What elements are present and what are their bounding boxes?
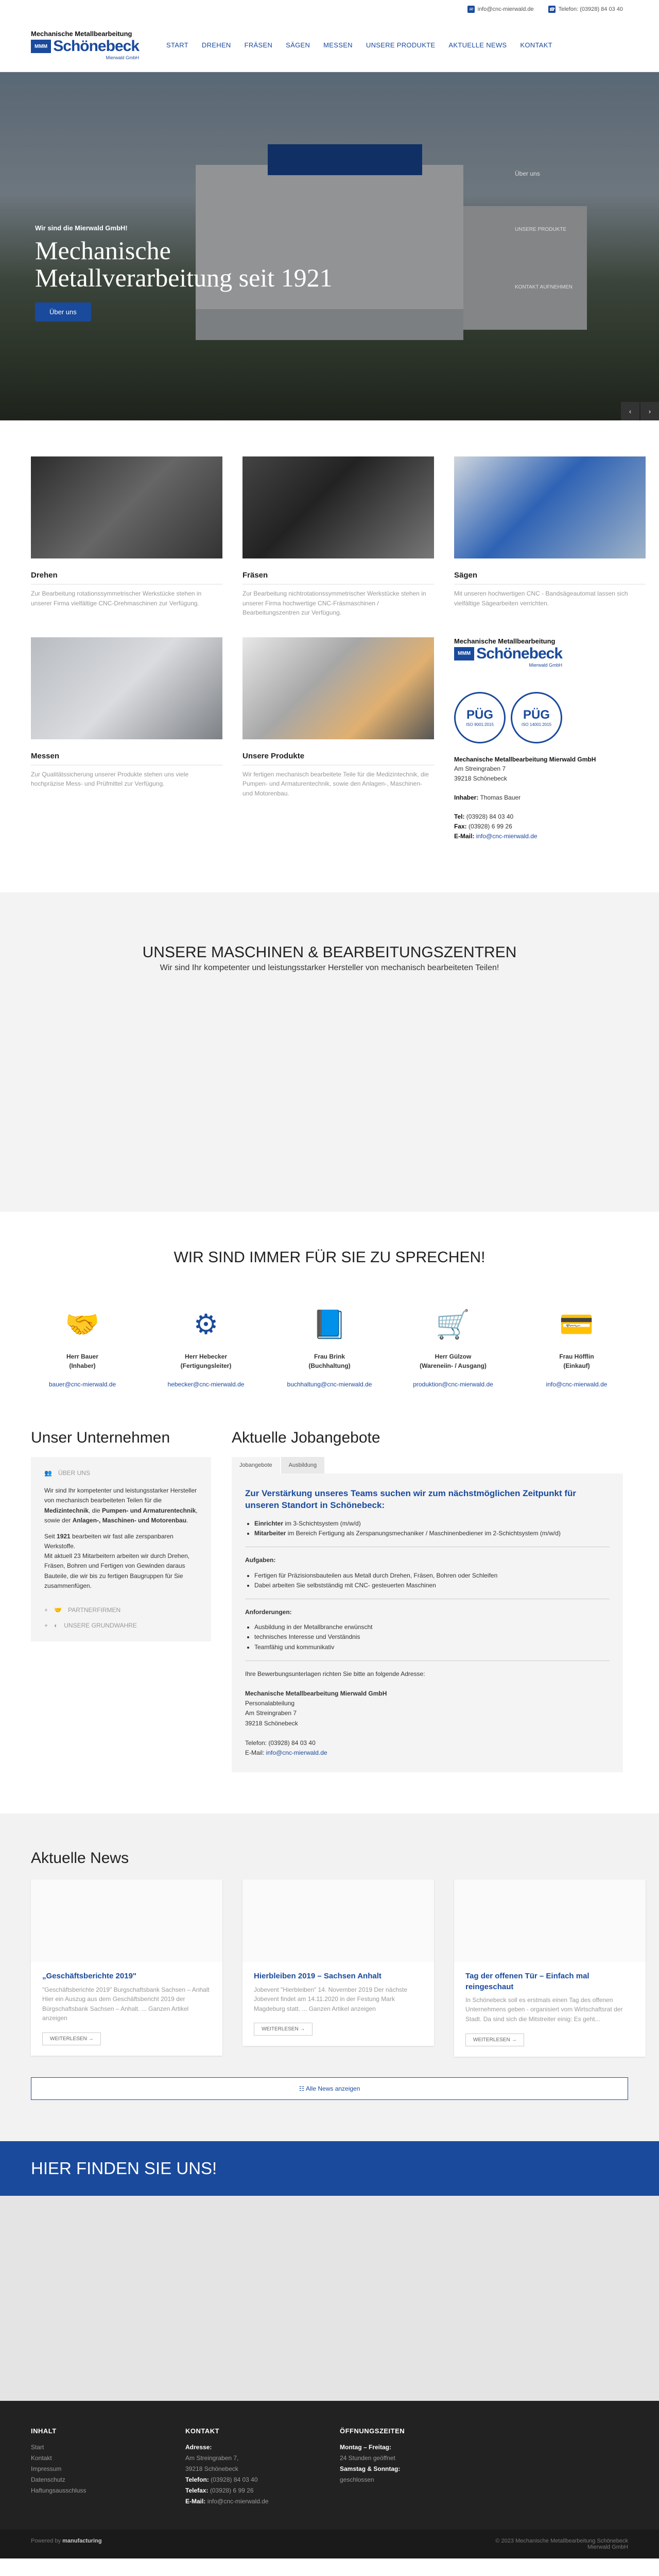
copyright-bar xyxy=(0,2530,659,2558)
hero-title xyxy=(35,237,333,291)
slider-arrows xyxy=(620,402,659,420)
person-bauer xyxy=(28,1307,136,1388)
apply-address xyxy=(245,1689,610,1758)
text: 39218 Schönebeck xyxy=(185,2465,238,2473)
phone-icon: ☎ xyxy=(549,7,555,12)
menu xyxy=(160,36,559,54)
nav-kontakt[interactable]: KONTAKT xyxy=(520,41,552,49)
divider xyxy=(245,1660,610,1661)
role: (Wareneiin- / Ausgang) xyxy=(420,1362,487,1370)
owner-label: Inhaber: xyxy=(454,794,479,802)
footer xyxy=(0,2401,659,2530)
jobs-title: Aktuelle Jobangebote xyxy=(232,1429,380,1447)
news-card-text: Jobevent "Hierbleiben" 14. November 2019 Der nächste Jobevent findet am 14.11.2020 in der Festung Mark Magdeburg statt. ... Ganzen Artikel anzeigen xyxy=(254,1986,408,2012)
job-headline: Zur Verstärkung unseres Teams suchen wir zum nächstmöglichen Zeitpunkt für unseren Standort in Schönebeck: xyxy=(245,1488,576,1511)
footer-heading: ÖFFNUNGSZEITEN xyxy=(340,2427,405,2435)
news-card xyxy=(454,1879,646,2056)
name: Herr Gülzow xyxy=(435,1353,472,1361)
requirement-item: • technisches Interesse und Verständnis xyxy=(254,1632,610,1642)
street: Am Streingraben 7 xyxy=(454,765,506,773)
requirement-item: • Teamfähig und kommunikativ xyxy=(254,1642,610,1652)
text: Anlagen-, Maschinen- und Motorenbau xyxy=(72,1516,187,1524)
hero-slider xyxy=(0,72,659,420)
news-section xyxy=(0,1814,659,2141)
person-guelzow xyxy=(399,1307,507,1388)
text: im Bereich Fertigung als Zerspanungsmechaniker / Maschinenbediener im 2-Schichtsystem (m/w/d) xyxy=(286,1530,561,1537)
footer-heading: KONTAKT xyxy=(185,2427,220,2435)
news-card xyxy=(242,1879,434,2046)
plus-icon: + xyxy=(44,1606,48,1614)
text: Am Streingraben 7, xyxy=(185,2454,239,2462)
text: Personalabteilung xyxy=(245,1700,295,1707)
about-button[interactable]: Über uns xyxy=(35,302,91,321)
users-icon: 👥 xyxy=(44,1469,52,1477)
plus-icon: + xyxy=(44,1622,48,1629)
service-drehen[interactable] xyxy=(31,456,222,618)
person-hebecker xyxy=(152,1307,260,1388)
person-email-link[interactable]: produktion@cnc-mierwald.de xyxy=(413,1381,493,1388)
requirements-title: Anforderungen: xyxy=(245,1608,292,1616)
footer-link-impressum[interactable]: Impressum xyxy=(31,2465,62,2473)
powered-by xyxy=(31,2538,102,2550)
text: (03928) 84 03 40 xyxy=(211,2476,258,2484)
job-content xyxy=(232,1473,623,1772)
text: (03928) 6 99 26 xyxy=(210,2487,254,2495)
text: Adresse: xyxy=(185,2444,212,2451)
mail-icon: ✉ xyxy=(467,6,475,13)
accordion-about[interactable] xyxy=(44,1465,198,1481)
phone-contact[interactable] xyxy=(548,6,623,13)
service-text: Zur Qualitätssicherung unserer Produkte stehen uns viele hochpräzise Mess- und Prüfmittel zur Verfügung. xyxy=(31,770,189,788)
service-title: Drehen xyxy=(31,561,222,585)
news-card-title[interactable]: Hierbleiben 2019 – Sachsen Anhalt xyxy=(254,1972,381,1981)
text: Samstag & Sonntag: xyxy=(340,2465,401,2473)
nav-fraesen[interactable]: FRÄSEN xyxy=(244,41,273,49)
logo-line3: Mierwald GmbH xyxy=(529,662,562,668)
service-text: Zur Bearbeitung rotationssymmetrischer Werkstücke stehen in unserer Firma vielfältige CNC-Drehmaschinen zur Verfügung. xyxy=(31,590,202,607)
logo[interactable] xyxy=(31,30,139,60)
hero-title-line1: Mechanische xyxy=(35,236,171,265)
requirements-list xyxy=(254,1622,610,1652)
map-area[interactable] xyxy=(0,2196,659,2401)
person-name xyxy=(275,1352,384,1370)
news-title: Aktuelle News xyxy=(31,1850,129,1867)
read-more-button[interactable]: WEITERLESEN → xyxy=(465,2033,524,2046)
text: Medizintechnik xyxy=(44,1506,89,1514)
news-image xyxy=(454,1879,646,1962)
accordion-partners[interactable] xyxy=(44,1602,198,1618)
text: E-Mail: xyxy=(245,1749,266,1757)
person-name xyxy=(399,1352,507,1370)
services-grid xyxy=(0,420,659,851)
text: geschlossen xyxy=(340,2476,374,2484)
text: Telefax: xyxy=(185,2487,209,2495)
tab-ausbildung[interactable]: Ausbildung xyxy=(281,1457,324,1473)
text: Seit xyxy=(44,1532,57,1540)
handshake-icon: 🤝 xyxy=(54,1606,62,1614)
gears-icon: ⚙ xyxy=(193,1309,219,1341)
text: . xyxy=(186,1516,188,1524)
info-grid xyxy=(0,1409,659,1814)
text: E-Mail: xyxy=(185,2498,206,2505)
person-name xyxy=(28,1352,136,1370)
copyright-text xyxy=(495,2538,628,2550)
fax: (03928) 6 99 26 xyxy=(469,822,512,830)
person-name xyxy=(152,1352,260,1370)
text: 24 Stunden geöffnet xyxy=(340,2454,395,2462)
text: Einrichter xyxy=(254,1520,284,1527)
person-brink xyxy=(275,1307,384,1388)
accordion-label: UNSERE GRUNDWAHRE xyxy=(64,1622,137,1629)
fax-label: Fax: xyxy=(454,822,467,830)
footer-email-link[interactable]: info@cnc-mierwald.de xyxy=(207,2498,269,2505)
tel: (03928) 84 03 40 xyxy=(466,813,514,821)
text: Mit aktuell 23 Mitarbeitern arbeiten wir durch Drehen, Fräsen, Bohren und Fertigen von Gewinden daraus Bauteile, die wir bis zu fertigen Baugruppen für Sie zusammenfügen. xyxy=(44,1552,190,1589)
news-image xyxy=(242,1879,434,1962)
topbar xyxy=(0,0,659,19)
book-icon: 📘 xyxy=(312,1309,347,1341)
news-cards xyxy=(31,1879,628,2056)
nav-produkte[interactable]: UNSERE PRODUKTE xyxy=(366,41,436,49)
text: Wir sind Ihr kompetenter und leistungsstarker Hersteller von mechanisch bearbeiteten Teilen für die xyxy=(44,1487,197,1504)
owner: Thomas Bauer xyxy=(480,794,521,802)
text: , sowie der xyxy=(44,1506,198,1524)
text: Mierwald GmbH xyxy=(587,2544,628,2551)
people-list xyxy=(0,1266,659,1409)
hero-side-link-2[interactable]: UNSERE PRODUKTE xyxy=(515,227,567,232)
task-item: • Fertigen für Präzisionsbauteilen aus Metall durch Drehen, Fräsen, Bohren oder Schleifen xyxy=(254,1571,610,1581)
news-image xyxy=(31,1879,222,1962)
service-title: Sägen xyxy=(454,561,646,585)
footer-content xyxy=(31,2426,185,2507)
person-hoefflin xyxy=(523,1307,631,1388)
accordion-values[interactable] xyxy=(44,1618,198,1633)
email-contact[interactable] xyxy=(467,6,534,13)
accordion-about-body xyxy=(44,1481,198,1602)
text: Powered by xyxy=(31,2538,63,2545)
requirement-item: • Ausbildung in der Metallbranche erwünscht xyxy=(254,1622,610,1632)
phone-text: Telefon: (03928) 84 03 40 xyxy=(558,6,623,12)
role: (Fertigungsleiter) xyxy=(180,1362,232,1370)
seal-label: PÜG xyxy=(523,708,550,722)
service-image-saegen xyxy=(454,456,646,558)
text: Mechanische Metallbearbeitung Mierwald GmbH xyxy=(245,1690,387,1698)
footer-link-datenschutz[interactable]: Datenschutz xyxy=(31,2476,65,2484)
company-accordion xyxy=(31,1457,211,1641)
machines-subtitle: Wir sind Ihr kompetenter und leistungsstarker Hersteller von mechanisch bearbeiteten Teilen! xyxy=(160,963,499,973)
nav-start[interactable]: START xyxy=(166,41,188,49)
service-messen[interactable] xyxy=(31,637,222,841)
contact-email-link[interactable]: info@cnc-mierwald.de xyxy=(476,832,537,840)
text: 1921 xyxy=(57,1532,71,1540)
person-email-link[interactable]: bauer@cnc-mierwald.de xyxy=(48,1381,116,1388)
service-image-messen xyxy=(31,637,222,739)
read-more-button[interactable]: WEITERLESEN → xyxy=(42,2032,101,2045)
chevron-right-icon[interactable]: › xyxy=(640,402,659,420)
about-paragraph-1 xyxy=(44,1486,198,1526)
news-card-title[interactable]: Tag der offenen Tür – Einfach mal reingeschaut xyxy=(465,1972,589,1991)
footer-link-kontakt[interactable]: Kontakt xyxy=(31,2454,52,2462)
person-name xyxy=(523,1352,631,1370)
job-positions xyxy=(254,1519,610,1538)
nav-news[interactable]: AKTUELLE NEWS xyxy=(448,41,507,49)
city: 39218 Schönebeck xyxy=(454,774,507,782)
service-title: Fräsen xyxy=(242,561,434,585)
hero-side-link-1[interactable]: Über uns xyxy=(515,170,540,177)
accordion-label: ÜBER UNS xyxy=(58,1469,90,1477)
read-more-button[interactable]: WEITERLESEN → xyxy=(254,2023,313,2036)
text: Telefon: (03928) 84 03 40 xyxy=(245,1739,316,1747)
company-column xyxy=(31,1429,211,1772)
logo-line2: Schönebeck xyxy=(476,645,562,662)
footer-heading: INHALT xyxy=(31,2427,57,2435)
news-card-text: In Schönebeck soll es erstmals einen Tag des offenen Unternehmens geben - organisiert vom Wirtschaftsrat der Stadt. Da sind sich die Mitstreiter einig: Es geht... xyxy=(465,1996,623,2023)
certification-seals xyxy=(454,692,646,743)
footer-link-haftung[interactable]: Haftungsausschluss xyxy=(31,2487,86,2495)
logo-badge: MMM xyxy=(454,647,474,660)
person-email-link[interactable]: info@cnc-mierwald.de xyxy=(546,1381,608,1388)
machines-section xyxy=(0,892,659,1212)
handshake-icon: 🤝 xyxy=(65,1309,100,1341)
cart-icon: 🛒 xyxy=(436,1309,471,1341)
seal-sub: ISO 14001:2015 xyxy=(521,722,552,727)
position-item xyxy=(254,1529,610,1538)
team-section xyxy=(0,1212,659,1409)
text: Am Streingraben 7 xyxy=(245,1709,297,1717)
text: Pumpen- und Armaturentechnik xyxy=(102,1506,196,1514)
role: (Einkauf) xyxy=(563,1362,590,1370)
service-text: Wir fertigen mechanisch bearbeitete Teile für die Medizintechnik, die Pumpen- und Armaturentechnik, sowie den Anlagen-, Maschinen- und Motorenbau. xyxy=(242,770,429,797)
nav-saegen[interactable]: SÄGEN xyxy=(286,41,310,49)
shield-icon: ◐ xyxy=(54,1622,58,1629)
logo-line1: Mechanische Metallbearbeitung xyxy=(454,637,556,645)
tasks-list xyxy=(254,1571,610,1590)
machines-title: UNSERE MASCHINEN & BEARBEITUNGSZENTREN xyxy=(142,944,517,961)
hero-intro xyxy=(35,224,333,321)
main-navigation xyxy=(0,19,659,72)
hero-kicker: Wir sind die Mierwald GmbH! xyxy=(35,224,128,232)
person-email-link[interactable]: hebecker@cnc-mierwald.de xyxy=(167,1381,245,1388)
name: Herr Bauer xyxy=(66,1353,99,1361)
news-card-text: "Geschäftsberichte 2019" Burgschaftsbank Sachsen – Anhalt Hier ein Auszug aus dem Geschäftsbericht 2019 der Bürgschaftsbank Sachsen – Anhalt. ... Ganzen Artikel anzeigen xyxy=(42,1986,210,2022)
email-text: info@cnc-mierwald.de xyxy=(477,6,534,12)
find-us-banner: HIER FINDEN SIE UNS! xyxy=(0,2141,659,2196)
text: Montag – Freitag: xyxy=(340,2444,392,2451)
jobs-column xyxy=(232,1429,623,1772)
news-card xyxy=(31,1879,222,2056)
logo-row xyxy=(31,38,139,55)
mail-label: E-Mail: xyxy=(454,832,475,840)
text: im 3-Schichtsystem (m/w/d) xyxy=(283,1520,361,1527)
text: bearbeiten wir fast alle zerspanbaren Werkstoffe. xyxy=(44,1532,174,1550)
all-news-button[interactable]: ☷ Alle News anzeigen xyxy=(31,2077,628,2100)
position-item xyxy=(254,1519,610,1529)
apply-email-link[interactable]: info@cnc-mierwald.de xyxy=(266,1749,327,1757)
company-title: Unser Unternehmen xyxy=(31,1429,170,1447)
team-title: WIR SIND IMMER FÜR SIE ZU SPRECHEN! xyxy=(174,1249,485,1266)
logo-line1: Mechanische Metallbearbeitung xyxy=(31,30,132,38)
hero-side-link-3[interactable]: KONTAKT AUFNEHMEN xyxy=(515,284,573,290)
logo-line3: Mierwald GmbH xyxy=(106,55,139,60)
text: , die xyxy=(89,1506,102,1514)
role: (Inhaber) xyxy=(69,1362,96,1370)
service-text: Mit unseren hochwertigen CNC - Bandsägeautomat lassen sich vielfältige Sägearbeiten verrichten. xyxy=(454,590,628,607)
task-item: • Dabei arbeiten Sie selbstständig mit CNC- gesteuerten Maschinen xyxy=(254,1581,610,1590)
text: 39218 Schönebeck xyxy=(245,1719,298,1727)
service-saegen[interactable] xyxy=(454,456,646,618)
logo-row xyxy=(454,645,562,663)
jobs-tabs xyxy=(232,1457,623,1473)
seal-sub: ISO 9001:2015 xyxy=(466,722,494,727)
tel-label: Tel: xyxy=(454,813,465,821)
service-produkte[interactable] xyxy=(242,637,434,841)
name: Herr Hebecker xyxy=(184,1353,228,1361)
text: Telefon: xyxy=(185,2476,209,2484)
service-image-fraesen xyxy=(242,456,434,558)
about-paragraph-2 xyxy=(44,1532,198,1591)
role: (Buchhaltung) xyxy=(308,1362,351,1370)
service-fraesen[interactable] xyxy=(242,456,434,618)
hero-title-line2: Metallverarbeitung seit 1921 xyxy=(35,263,333,292)
footer-contact xyxy=(185,2426,340,2507)
service-title: Messen xyxy=(31,741,222,766)
person-email-link[interactable]: buchhaltung@cnc-mierwald.de xyxy=(287,1381,372,1388)
company-name: Mechanische Metallbearbeitung Mierwald GmbH xyxy=(454,755,596,763)
nav-drehen[interactable]: DREHEN xyxy=(201,41,231,49)
footer-hours xyxy=(340,2426,494,2507)
contact-card xyxy=(454,637,646,841)
apply-intro: Ihre Bewerbungsunterlagen richten Sie bitte an folgende Adresse: xyxy=(245,1670,425,1677)
service-text: Zur Bearbeitung nichtrotationssymmetrischer Werkstücke stehen in unserer Firma hochwertige CNC-Fräsmaschinen / Bearbeitungszentren zur Verfügung. xyxy=(242,590,426,617)
credit-card-icon: 💳 xyxy=(559,1309,594,1341)
footer-link-start[interactable]: Start xyxy=(31,2444,44,2451)
name: Frau Höfflin xyxy=(559,1353,594,1361)
logo-badge: MMM xyxy=(31,40,51,53)
logo-line2: Schönebeck xyxy=(53,38,139,55)
service-image-drehen xyxy=(31,456,222,558)
tab-jobangebote[interactable]: Jobangebote xyxy=(232,1457,280,1473)
seal-label: PÜG xyxy=(466,708,493,722)
tasks-title: Aufgaben: xyxy=(245,1556,276,1564)
contact-address xyxy=(454,751,646,841)
powered-by-link[interactable]: manufacturing xyxy=(62,2538,102,2545)
text: © 2023 Mechanische Metallbearbeitung Schönebeck xyxy=(495,2538,628,2545)
contact-logo xyxy=(454,637,562,689)
text: Mitarbeiter xyxy=(254,1530,286,1537)
name: Frau Brink xyxy=(314,1353,345,1361)
service-image-produkte xyxy=(242,637,434,739)
iso-9001-seal xyxy=(454,692,506,743)
iso-14001-seal xyxy=(511,692,562,743)
nav-messen[interactable]: MESSEN xyxy=(323,41,353,49)
accordion-label: PARTNERFIRMEN xyxy=(67,1606,121,1614)
news-card-title[interactable]: „Geschäftsberichte 2019" xyxy=(42,1972,137,1981)
chevron-left-icon[interactable]: ‹ xyxy=(621,402,639,420)
service-title: Unsere Produkte xyxy=(242,741,434,766)
